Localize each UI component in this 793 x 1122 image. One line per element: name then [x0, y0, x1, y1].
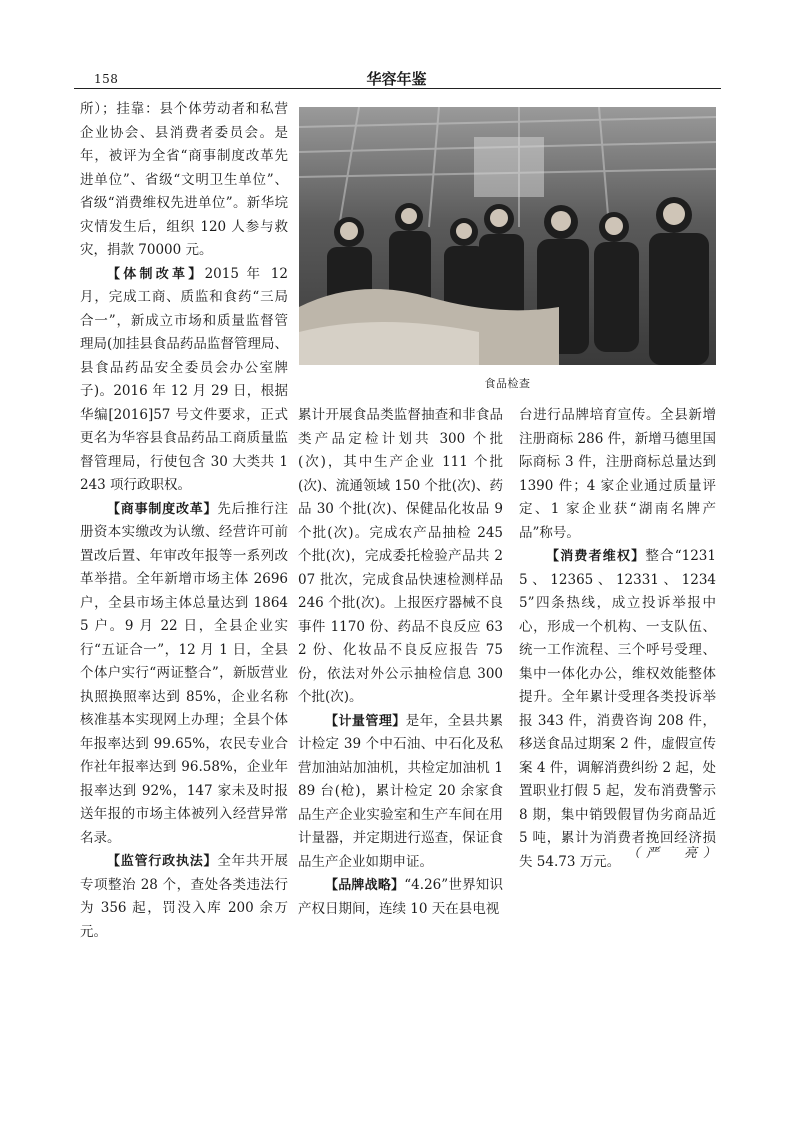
paragraph-continuation: 累计开展食品类监督抽查和非食品类产品定检计划共 300 个批(次)，其中生产企业 111 个批(次)、流通领域 150 个批(次)、药品 30 个批(次)、保健品化妆品 9 个批(次)。完成农产品抽检 245 个批(次)，完成委托检验产品共 207 批次，完成食品快速检测样品 246 个批(次)。上报医疗器械不良事件 1170 份、药品不良反应 632 份、化妆品不良反应报告 75 份，依法对外公示抽检信息 300 个批(次)。	[298, 407, 503, 705]
section-body: 全年共开展专项整治 28 个，查处各类违法行为 356 起，罚没入库 200 余万元。	[80, 853, 288, 940]
section-title: 【计量管理】	[325, 713, 406, 729]
paragraph-continuation: 台进行品牌培育宣传。全县新增注册商标 286 件，新增马德里国际商标 3 件，注册商标总量达到 1390 件；4 家企业通过质量评定、1 家企业获“湖南名牌产品”称号。	[519, 407, 716, 541]
author-credit: （严 亮）	[627, 846, 723, 861]
section-title: 【消费者维权】	[546, 549, 646, 564]
section-title: 【商事制度改革】	[107, 501, 218, 517]
section-commercial-reform	[80, 498, 288, 851]
section-title: 【监管行政执法】	[107, 854, 218, 869]
section-body: 整合“12315、12365、12331、12345”四条热线，成立投诉举报中心，形成一个机构、一支队伍、统一工作流程、三个呼号受理、集中一体化办公，维权效能整体提升。全年累计受理各类投诉举报 343 件，消费咨询 208 件，移送食品过期案 2 件，虚假宣传案 4 件，调解消费纠纷 2 起，处置职业打假 5 起，发布消费警示 8 期，集中销毁假冒伪劣商品近 5 吨，累计为消费者挽回经济损失 54.73 万元。	[519, 548, 716, 870]
section-body: 2015 年 12 月，完成工商、质监和食药“三局合一”，新成立市场和质量监督管理局(加挂县食品药品监督管理局、县食品药品安全委员会办公室牌子)。2016 年 12 月 29 日，根据华编[2016]57 号文件要求，正式更名为华容县食品药品工商质量监督管理局，行使包含 30 大类共 1243 项行政职权。	[80, 265, 288, 493]
page-number: 158	[94, 72, 119, 86]
section-brand-strategy	[298, 874, 503, 921]
section-title: 【品牌战略】	[325, 878, 405, 893]
section-law-enforcement	[80, 850, 288, 944]
section-metrology	[298, 710, 503, 875]
section-system-reform	[80, 263, 288, 498]
section-body: 是年，全县共累计检定 39 个中石油、中石化及私营加油站加油机，共检定加油机 189 台(枪)，累计检定 20 余家食品生产企业实验室和生产车间在用计量器，并定期进行巡查，保证食品生产企业如期申证。	[298, 712, 503, 870]
running-header-title: 华容年鉴	[366, 70, 427, 88]
section-body: 先后推行注册资本实缴改为认缴、经营许可前置改后置、年审改年报等一系列改革举措。全年新增市场主体 2696 户，全县市场主体总量达到 18645 户。9 月 22 日，全县企业实行“五证合一”，12 月 1 日，全县个体户实行“两证整合”，新版营业执照换照率达到 85%，企业名称核准基本实现网上办理；全县个体年报率达到 99.65%，农民专业合作社年报率达到 96.58%，企业年报率达到 92%，147 家未及时报送年报的市场主体被列入经营异常名录。	[80, 500, 288, 846]
section-body: “4.26”世界知识产权日期间，连续 10 天在县电视	[298, 877, 503, 917]
text-column-1	[80, 98, 288, 944]
section-title: 【体制改革】	[107, 266, 205, 282]
photo-caption: 食品检查	[484, 377, 531, 390]
header-rule	[74, 88, 721, 89]
paragraph-continuation: 所）；挂靠：县个体劳动者和私营企业协会、县消费者委员会。是年，被评为全省“商事制度改革先进单位”、省级“文明卫生单位”、省级“消费维权先进单位”。新华垸灾情发生后，组织 120 人参与救灾，捐款 70000 元。	[80, 101, 288, 258]
section-consumer-rights	[519, 545, 716, 874]
text-column-2	[298, 404, 503, 921]
text-column-3	[519, 404, 716, 874]
photo-food-inspection	[299, 107, 716, 365]
